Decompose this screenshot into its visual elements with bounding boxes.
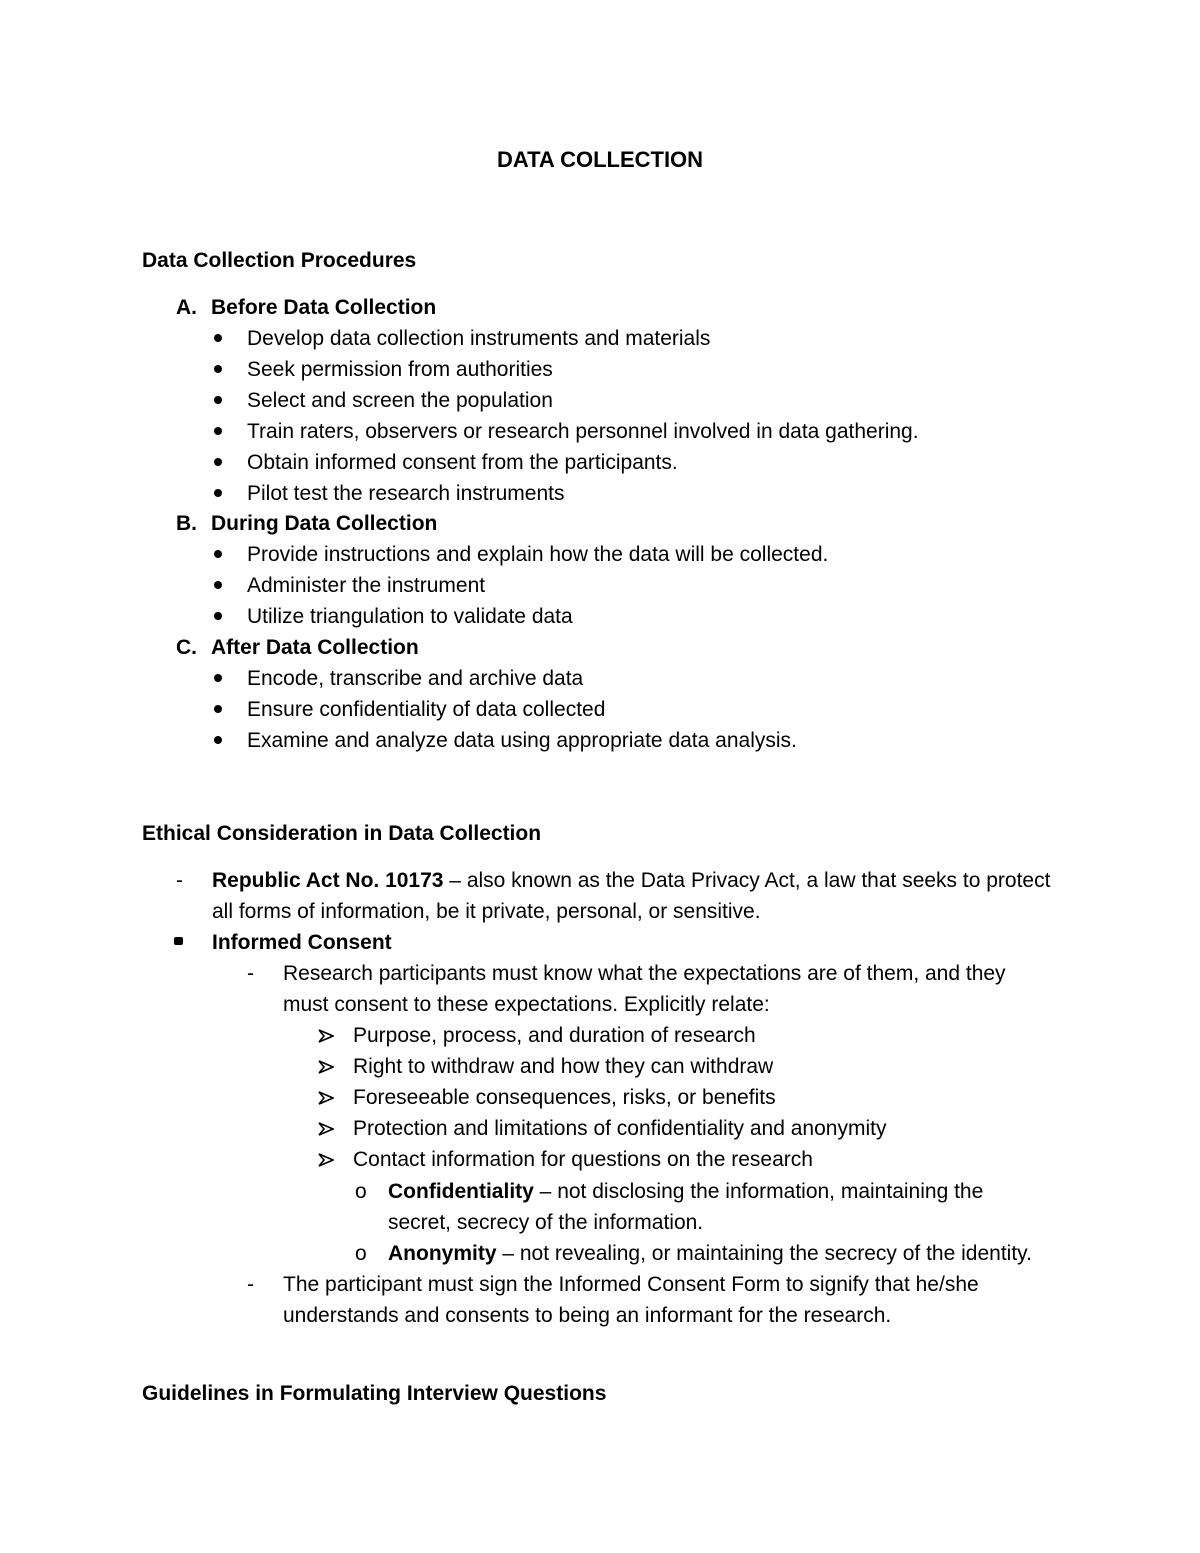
bullet-icon	[214, 365, 222, 373]
section-b-heading	[176, 508, 437, 539]
list-item	[212, 601, 828, 632]
list-item-text: Train raters, observers or research personnel involved in data gathering.	[247, 420, 919, 443]
informed-consent-label: Informed Consent	[212, 931, 392, 954]
sign-text-line2: understands and consents to being an informant for the research.	[283, 1304, 892, 1327]
republic-act-text: – also known as the Data Privacy Act, a law that seeks to protect	[443, 869, 1051, 892]
list-item	[212, 323, 919, 354]
section-c-label: After Data Collection	[211, 636, 419, 659]
list-item	[212, 354, 919, 385]
list-item-text: Pilot test the research instruments	[247, 482, 565, 505]
section-b-label: During Data Collection	[211, 512, 438, 535]
section-b-list	[212, 539, 828, 632]
dash-marker: -	[247, 962, 254, 985]
section-b-letter: B.	[176, 512, 197, 535]
list-item-text: Seek permission from authorities	[247, 358, 553, 381]
bullet-icon	[214, 674, 222, 682]
list-item-text: Contact information for questions on the research	[353, 1148, 813, 1171]
bullet-icon	[174, 937, 183, 945]
list-item-text: Encode, transcribe and archive data	[247, 667, 584, 690]
confidentiality-text: – not disclosing the information, maintaining the	[533, 1180, 984, 1203]
list-item	[212, 478, 919, 509]
republic-act-line2: all forms of information, be it private, personal, or sensitive.	[212, 900, 761, 923]
section-c-letter: C.	[176, 636, 197, 659]
list-item	[353, 1176, 1032, 1238]
bullet-icon	[214, 736, 222, 744]
guidelines-heading: Guidelines in Formulating Interview Questions	[142, 1382, 607, 1405]
bullet-icon	[214, 581, 222, 589]
dash-marker: -	[247, 1273, 254, 1296]
section-c-heading	[176, 632, 419, 663]
ethical-heading: Ethical Consideration in Data Collection	[142, 822, 542, 845]
list-item	[212, 694, 797, 725]
list-item	[318, 1051, 886, 1082]
dash-marker: -	[176, 869, 183, 892]
confidentiality-term: Confidentiality	[388, 1180, 534, 1203]
section-a-label: Before Data Collection	[211, 296, 437, 319]
list-item-text: Right to withdraw and how they can withdraw	[353, 1055, 774, 1078]
circle-bullet-icon: o	[355, 1180, 367, 1203]
list-item	[318, 1082, 886, 1113]
circle-bullet-icon: o	[355, 1242, 367, 1265]
list-item	[212, 385, 919, 416]
definitions-list	[353, 1176, 1032, 1269]
list-item	[353, 1238, 1032, 1269]
list-item-text: Protection and limitations of confidentiality and anonymity	[353, 1117, 887, 1140]
informed-consent-text-line2: must consent to these expectations. Explicitly relate:	[283, 993, 770, 1016]
arrow-bullet-icon	[318, 1029, 334, 1043]
bullet-icon	[214, 705, 222, 713]
list-item-text: Foreseeable consequences, risks, or benefits	[353, 1086, 776, 1109]
list-item	[318, 1113, 886, 1144]
arrow-bullet-icon	[318, 1153, 334, 1167]
bullet-icon	[214, 427, 222, 435]
list-item	[212, 725, 797, 756]
list-item-text: Purpose, process, and duration of research	[353, 1024, 756, 1047]
section-a-list	[212, 323, 919, 509]
republic-act-term: Republic Act No. 10173	[212, 869, 444, 892]
bullet-icon	[214, 612, 222, 620]
bullet-icon	[214, 489, 222, 497]
list-item-text: Examine and analyze data using appropriate data analysis.	[247, 729, 797, 752]
section-c-list	[212, 663, 797, 756]
bullet-icon	[214, 458, 222, 466]
republic-act-line1	[212, 865, 1050, 896]
informed-consent-text-line1: Research participants must know what the expectations are of them, and they	[283, 962, 1006, 985]
bullet-icon	[214, 550, 222, 558]
list-item-text: Administer the instrument	[247, 574, 486, 597]
list-item-text: Develop data collection instruments and materials	[247, 327, 711, 350]
bullet-icon	[214, 396, 222, 404]
list-item	[318, 1144, 886, 1175]
disclosure-list	[318, 1020, 886, 1175]
list-item-text: Utilize triangulation to validate data	[247, 605, 573, 628]
list-item	[318, 1020, 886, 1051]
list-item-text: Ensure confidentiality of data collected	[247, 698, 606, 721]
list-item	[212, 570, 828, 601]
list-item-text: Provide instructions and explain how the data will be collected.	[247, 543, 829, 566]
list-item	[212, 663, 797, 694]
sign-text-line1: The participant must sign the Informed Consent Form to signify that he/she	[283, 1273, 979, 1296]
list-item-text: Obtain informed consent from the participants.	[247, 451, 678, 474]
list-item	[212, 447, 919, 478]
anonymity-text: – not revealing, or maintaining the secrecy of the identity.	[496, 1242, 1032, 1265]
procedures-heading: Data Collection Procedures	[142, 249, 417, 272]
confidentiality-text-line2: secret, secrecy of the information.	[388, 1211, 704, 1234]
list-item	[212, 539, 828, 570]
arrow-bullet-icon	[318, 1122, 334, 1136]
page-title: DATA COLLECTION	[496, 147, 704, 172]
list-item-text: Select and screen the population	[247, 389, 553, 412]
section-a-heading	[176, 292, 436, 323]
bullet-icon	[214, 334, 222, 342]
section-a-letter: A.	[176, 296, 197, 319]
arrow-bullet-icon	[318, 1091, 334, 1105]
anonymity-term: Anonymity	[388, 1242, 497, 1265]
arrow-bullet-icon	[318, 1060, 334, 1074]
list-item	[212, 416, 919, 447]
